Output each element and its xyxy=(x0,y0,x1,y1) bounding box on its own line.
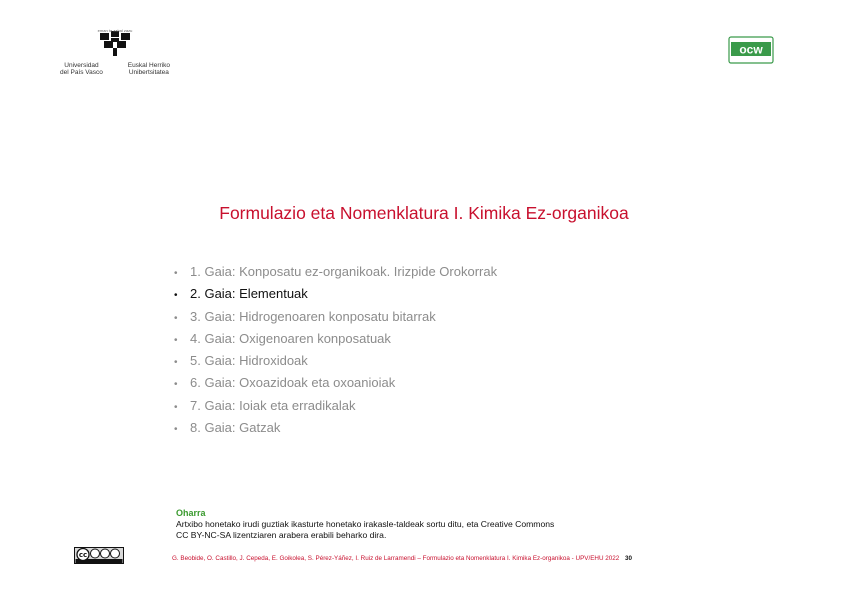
note-title: Oharra xyxy=(176,508,206,518)
footer-credits xyxy=(172,555,632,562)
bullet-icon: • xyxy=(174,334,178,346)
topic-label: 7. Gaia: Ioiak eta erradikalak xyxy=(190,397,356,413)
slide-title: Formulazio eta Nomenklatura I. Kimika Ez-organikoa xyxy=(219,203,629,223)
page-number: 30 xyxy=(625,555,633,562)
topic-item xyxy=(174,262,497,284)
note-text-line-2: CC BY-NC-SA lizentziaren arabera erabili beharko dira. xyxy=(176,530,387,540)
bullet-icon: • xyxy=(174,268,178,279)
bullet-icon: • xyxy=(174,312,178,324)
tree-emblem-icon xyxy=(98,30,132,56)
topic-item xyxy=(174,351,497,373)
topic-item xyxy=(174,373,497,395)
bullet-icon: • xyxy=(174,401,178,413)
topic-label: 3. Gaia: Hidrogenoaren konposatu bitarrak xyxy=(190,308,436,324)
svg-text:cc: cc xyxy=(78,551,88,559)
upv-ehu-logo xyxy=(60,30,170,78)
topic-label: 6. Gaia: Oxoazidoak eta oxoanioiak xyxy=(190,375,396,391)
bullet-icon: • xyxy=(174,290,178,302)
svg-text:ocw: ocw xyxy=(739,42,763,57)
footer-credits-text: G. Beobide, O. Castillo, J. Cepeda, E. Goikolea, S. Pérez-Yáñez, I. Ruiz de Larramendi – Formulazio eta Nomenklatura I. Kimika Ez-organikoa - UPV/EHU 2022 xyxy=(172,555,620,562)
logo-right-label: Euskal Herriko Unibertsitatea xyxy=(127,62,170,76)
topic-label: 4. Gaia: Oxigenoaren konposatuak xyxy=(190,330,391,346)
topic-list xyxy=(174,262,497,440)
topic-label: 2. Gaia: Elementuak xyxy=(190,286,308,302)
bullet-icon: • xyxy=(174,424,178,436)
topic-item xyxy=(174,307,497,329)
cc-by-nc-sa-icon xyxy=(74,547,124,564)
logo-left-label: Universidad del País Vasco xyxy=(60,62,103,76)
bullet-icon: • xyxy=(174,357,178,369)
topic-item xyxy=(174,284,497,306)
topic-item xyxy=(174,418,497,440)
note-text-line-1: Artxibo honetako irudi guztiak ikasturte honetako irakasle-taldeak sortu ditu, eta Creative Commons xyxy=(176,519,555,529)
topic-label: 8. Gaia: Gatzak xyxy=(190,420,281,436)
topic-item xyxy=(174,396,497,418)
note-box xyxy=(176,508,736,541)
bullet-icon: • xyxy=(174,379,178,391)
ocw-logo-icon xyxy=(728,36,774,64)
ocw-logo xyxy=(728,36,774,64)
topic-item xyxy=(174,329,497,351)
logo-motto: eman ta zabal zazu xyxy=(97,28,133,33)
topic-label: 5. Gaia: Hidroxidoak xyxy=(190,353,308,369)
topic-label: 1. Gaia: Konposatu ez-organikoak. Irizpide Orokorrak xyxy=(190,264,498,279)
